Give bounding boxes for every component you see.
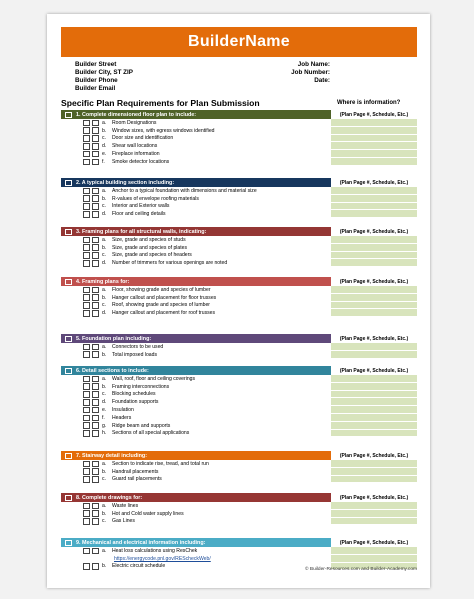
item-text: Electric circuit schedule [112,563,166,570]
checklist-item [61,127,417,135]
item-checkbox-secondary[interactable] [92,310,99,317]
item-checkbox-secondary[interactable] [92,260,99,267]
section-heading [61,227,417,236]
item-checkbox-secondary[interactable] [92,548,99,555]
item-checkbox[interactable] [83,430,90,437]
checklist-item [61,158,417,166]
item-text: Heat loss calculations using ResChek [112,547,198,554]
checklist-item [61,547,417,555]
item-letter: c. [102,391,106,398]
checklist-item [61,383,417,391]
section-heading-text: 8. Complete drawings for: [76,494,143,501]
item-letter: d. [102,310,107,317]
location-input-box[interactable] [331,195,417,203]
item-letter: e. [102,407,107,414]
section-checkbox[interactable] [65,112,72,118]
location-input-box[interactable] [331,187,417,195]
item-letter: b. [102,383,107,390]
item-letter: b. [102,127,107,134]
location-input-box[interactable] [331,460,417,468]
item-text: Foundation supports [112,399,159,406]
section-heading [61,493,417,502]
checklist-item [61,510,417,518]
address-line: Builder Phone [75,77,118,84]
item-letter: b. [102,244,107,251]
address-line: Builder City, ST ZIP [75,69,133,76]
item-letter: d. [102,211,107,218]
item-text: Guard rail placements [112,476,162,483]
item-checkbox[interactable] [83,391,90,398]
item-checkbox-secondary[interactable] [92,407,99,414]
item-letter: a. [102,236,107,243]
item-text: Shear wall locations [112,143,158,150]
item-checkbox[interactable] [83,399,90,406]
section-heading [61,451,417,460]
checklist-item [61,460,417,468]
location-input-box[interactable] [331,398,417,406]
item-letter: d. [102,143,107,150]
item-checkbox[interactable] [83,407,90,414]
item-letter: c. [102,476,106,483]
location-input-box[interactable] [331,351,417,359]
item-checkbox-secondary[interactable] [92,237,99,244]
item-checkbox[interactable] [83,503,90,510]
section-checkbox[interactable] [65,336,72,342]
item-checkbox[interactable] [83,422,90,429]
item-checkbox-secondary[interactable] [92,120,99,127]
checklist-item [61,518,417,526]
section-heading [61,277,417,286]
item-text: Smoke detector locations [112,158,170,165]
section-heading-text: 2. A typical building section including: [76,179,175,186]
checklist-item [61,430,417,438]
checklist-item [61,555,417,563]
location-input-box[interactable] [331,555,417,563]
item-checkbox-secondary[interactable] [92,287,99,294]
item-checkbox-secondary[interactable] [92,159,99,166]
section-heading-text: 9. Mechanical and electrical information including: [76,539,206,546]
item-checkbox-secondary[interactable] [92,195,99,202]
section-heading-text: 6. Detail sections to include: [76,367,149,374]
section-heading-text: 3. Framing plans for all structural walls, indicating: [76,228,207,235]
item-letter: f. [102,158,105,165]
item-letter: b. [102,563,107,570]
location-input-box[interactable] [331,422,417,430]
item-text: R-values of envelope roofing materials [112,195,199,202]
item-checkbox-secondary[interactable] [92,143,99,150]
item-checkbox[interactable] [83,252,90,259]
item-checkbox[interactable] [83,510,90,517]
location-input-box[interactable] [331,259,417,267]
item-text: Door size and identification [112,135,174,142]
address-line: Builder Street [75,61,117,68]
item-text: Framing interconnections [112,383,170,390]
section-8 [61,493,417,525]
section-heading [61,334,417,343]
item-checkbox[interactable] [83,159,90,166]
checklist-item [61,187,417,195]
section-2 [61,178,417,218]
section-heading-text: 7. Stairway detail including: [76,452,147,459]
item-checkbox[interactable] [83,135,90,142]
item-text: Waste lines [112,502,139,509]
item-checkbox[interactable] [83,461,90,468]
checklist-item [61,302,417,310]
item-checkbox[interactable] [83,143,90,150]
section-checkbox[interactable] [65,180,72,186]
location-input-box[interactable] [331,391,417,399]
item-text: Connectors to be used [112,343,164,350]
item-checkbox[interactable] [83,294,90,301]
location-input-box[interactable] [331,510,417,518]
item-checkbox[interactable] [83,260,90,267]
reference-link[interactable]: https://energycode.pnl.gov/REScheckWeb/ [114,555,211,562]
item-checkbox-secondary[interactable] [92,415,99,422]
location-input-box[interactable] [331,127,417,135]
checklist-item [61,150,417,158]
item-checkbox-secondary[interactable] [92,399,99,406]
checklist-item [61,142,417,150]
item-letter: h. [102,430,107,437]
item-checkbox[interactable] [83,468,90,475]
item-letter: a. [102,187,107,194]
item-checkbox[interactable] [83,195,90,202]
item-text: Room Designations [112,119,157,126]
item-checkbox-secondary[interactable] [92,302,99,309]
item-checkbox-secondary[interactable] [92,476,99,483]
item-checkbox-secondary[interactable] [92,468,99,475]
item-letter: f. [102,414,105,421]
item-letter: b. [102,510,107,517]
section-heading [61,538,417,547]
checklist-item [61,286,417,294]
item-text: Sections of all special applications [112,430,190,437]
item-checkbox[interactable] [83,344,90,351]
location-input-box[interactable] [331,476,417,484]
item-letter: a. [102,375,107,382]
item-checkbox[interactable] [83,151,90,158]
job-info-block [272,61,330,85]
item-letter: b. [102,294,107,301]
date-label: Date: [314,77,330,84]
item-text: Headers [112,414,132,421]
item-text: Number of trimmers for various openings are noted [112,260,228,267]
section-heading-text: 4. Framing plans for: [76,278,130,285]
item-text: Handrail placements [112,468,159,475]
checklist-item [61,502,417,510]
item-checkbox-secondary[interactable] [92,430,99,437]
item-checkbox-secondary[interactable] [92,563,99,570]
item-checkbox[interactable] [83,188,90,195]
checklist-item [61,476,417,484]
item-checkbox-secondary[interactable] [92,422,99,429]
reference-column-header: (Plan Page #, Schedule, Etc.) [331,178,417,187]
checklist-item [61,468,417,476]
checklist-item [61,398,417,406]
item-checkbox-secondary[interactable] [92,510,99,517]
item-checkbox[interactable] [83,302,90,309]
item-text: Size, grade and species of headers [112,252,192,259]
item-checkbox[interactable] [83,203,90,210]
job-name-label: Job Name: [297,61,330,68]
item-checkbox-secondary[interactable] [92,503,99,510]
item-letter: b. [102,195,107,202]
item-checkbox-secondary[interactable] [92,376,99,383]
item-checkbox-secondary[interactable] [92,383,99,390]
location-input-box[interactable] [331,158,417,166]
checklist-item [61,351,417,359]
item-letter: b. [102,468,107,475]
item-text: Roof, showing grade and species of lumber [112,302,210,309]
section-heading-text: 5. Foundation plan including: [76,335,152,342]
location-input-box[interactable] [331,150,417,158]
reference-column-header: (Plan Page #, Schedule, Etc.) [331,538,417,547]
item-letter: c. [102,252,106,259]
item-checkbox-secondary[interactable] [92,127,99,134]
item-checkbox-secondary[interactable] [92,135,99,142]
location-input-box[interactable] [331,252,417,260]
section-checkbox[interactable] [65,279,72,285]
item-letter: a. [102,502,107,509]
item-letter: a. [102,547,107,554]
footer-credit: © Builder-Resources.com and Builder-Academy.com [305,567,417,572]
item-checkbox-secondary[interactable] [92,518,99,525]
location-input-box[interactable] [331,406,417,414]
item-text: Floor, showing grade and species of lumber [112,286,211,293]
item-checkbox-secondary[interactable] [92,461,99,468]
item-checkbox[interactable] [83,237,90,244]
item-letter: c. [102,302,106,309]
item-checkbox[interactable] [83,415,90,422]
item-text: Section to indicate rise, tread, and total run [112,460,209,467]
item-text: Blocking schedules [112,391,156,398]
reference-column-header: (Plan Page #, Schedule, Etc.) [331,366,417,375]
location-input-box[interactable] [331,518,417,526]
location-input-box[interactable] [331,244,417,252]
location-input-box[interactable] [331,119,417,127]
checklist-item [61,391,417,399]
section-heading [61,366,417,375]
section-heading-text: 1. Complete dimensioned floor plan to include: [76,111,197,118]
reference-column-header: (Plan Page #, Schedule, Etc.) [331,277,417,286]
job-number-label: Job Number: [291,69,330,76]
checklist-item [61,119,417,127]
location-input-box[interactable] [331,430,417,438]
section-heading [61,110,417,119]
location-input-box[interactable] [331,135,417,143]
address-line: Builder Email [75,85,116,92]
item-text: Fireplace information [112,151,160,158]
document-page [47,14,430,588]
item-text: Interior and Exterior walls [112,203,170,210]
where-label: Where is information? [337,100,401,106]
location-input-box[interactable] [331,343,417,351]
reference-column-header: (Plan Page #, Schedule, Etc.) [331,493,417,502]
item-checkbox-secondary[interactable] [92,244,99,251]
checklist-item [61,414,417,422]
checklist-item [61,422,417,430]
reference-column-header: (Plan Page #, Schedule, Etc.) [331,227,417,236]
section-checkbox[interactable] [65,540,72,546]
item-text: Wall, roof, floor and ceiling coverings [112,375,196,382]
location-input-box[interactable] [331,294,417,302]
item-checkbox-secondary[interactable] [92,351,99,358]
reference-column-header: (Plan Page #, Schedule, Etc.) [331,334,417,343]
item-letter: a. [102,286,107,293]
section-checkbox[interactable] [65,368,72,374]
item-checkbox[interactable] [83,120,90,127]
item-letter: d. [102,399,107,406]
location-input-box[interactable] [331,375,417,383]
reference-column-header: (Plan Page #, Schedule, Etc.) [331,110,417,119]
item-checkbox-secondary[interactable] [92,391,99,398]
section-6 [61,366,417,437]
checklist-item [61,210,417,218]
item-letter: c. [102,518,106,525]
item-letter: d. [102,260,107,267]
checklist-item [61,375,417,383]
item-text: Hanger callout and placement for roof trusses [112,310,216,317]
item-checkbox[interactable] [83,476,90,483]
checklist-item [61,244,417,252]
location-input-box[interactable] [331,383,417,391]
item-checkbox[interactable] [83,127,90,134]
item-checkbox-secondary[interactable] [92,188,99,195]
item-checkbox-secondary[interactable] [92,203,99,210]
item-text: Hanger callout and placement for floor trusses [112,294,217,301]
location-input-box[interactable] [331,309,417,317]
item-checkbox[interactable] [83,376,90,383]
item-checkbox[interactable] [83,287,90,294]
item-checkbox-secondary[interactable] [92,252,99,259]
item-text: Insulation [112,407,134,414]
checklist-item [61,135,417,143]
item-checkbox[interactable] [83,563,90,570]
checklist-item [61,294,417,302]
item-text: Size, grade and species of studs [112,236,186,243]
checklist-item [61,259,417,267]
item-letter: a. [102,460,107,467]
checklist-item [61,236,417,244]
item-checkbox[interactable] [83,351,90,358]
section-9 [61,538,417,570]
item-checkbox[interactable] [83,244,90,251]
location-input-box[interactable] [331,286,417,294]
item-letter: g. [102,422,107,429]
item-checkbox[interactable] [83,211,90,218]
item-text: Window sizes, with egress windows identified [112,127,215,134]
builder-name-banner: BuilderName [61,27,417,57]
location-input-box[interactable] [331,468,417,476]
page-title: Specific Plan Requirements for Plan Submission [61,98,260,108]
item-letter: b. [102,351,107,358]
section-heading [61,178,417,187]
location-input-box[interactable] [331,502,417,510]
section-1 [61,110,417,166]
checklist-item [61,203,417,211]
location-input-box[interactable] [331,142,417,150]
item-text: Anchor to a typical foundation with dimensions and material size [112,187,257,194]
location-input-box[interactable] [331,236,417,244]
checklist-item [61,309,417,317]
checklist-item [61,343,417,351]
item-letter: e. [102,151,107,158]
item-checkbox-secondary[interactable] [92,151,99,158]
item-checkbox[interactable] [83,518,90,525]
location-input-box[interactable] [331,414,417,422]
item-checkbox[interactable] [83,548,90,555]
section-checkbox[interactable] [65,229,72,235]
item-checkbox-secondary[interactable] [92,294,99,301]
section-5 [61,334,417,359]
section-checkbox[interactable] [65,453,72,459]
item-text: Ridge beam and supports [112,422,171,429]
item-text: Floor and ceiling details [112,211,166,218]
item-checkbox[interactable] [83,383,90,390]
section-3 [61,227,417,267]
builder-address-block [75,61,133,93]
item-checkbox[interactable] [83,310,90,317]
item-checkbox-secondary[interactable] [92,211,99,218]
location-input-box[interactable] [331,203,417,211]
section-4 [61,277,417,317]
location-input-box[interactable] [331,210,417,218]
checklist-item [61,406,417,414]
item-checkbox-secondary[interactable] [92,344,99,351]
item-letter: c. [102,203,106,210]
item-letter: a. [102,343,107,350]
item-text: Size, grade and species of plates [112,244,188,251]
checklist-item [61,252,417,260]
location-input-box[interactable] [331,302,417,310]
item-text: Hot and Cold water supply lines [112,510,184,517]
location-input-box[interactable] [331,547,417,555]
reference-column-header: (Plan Page #, Schedule, Etc.) [331,451,417,460]
item-text: Gas Lines [112,518,135,525]
item-text: Total imposed loads [112,351,158,358]
item-letter: c. [102,135,106,142]
item-letter: a. [102,119,107,126]
section-checkbox[interactable] [65,495,72,501]
section-7 [61,451,417,483]
checklist-item [61,195,417,203]
